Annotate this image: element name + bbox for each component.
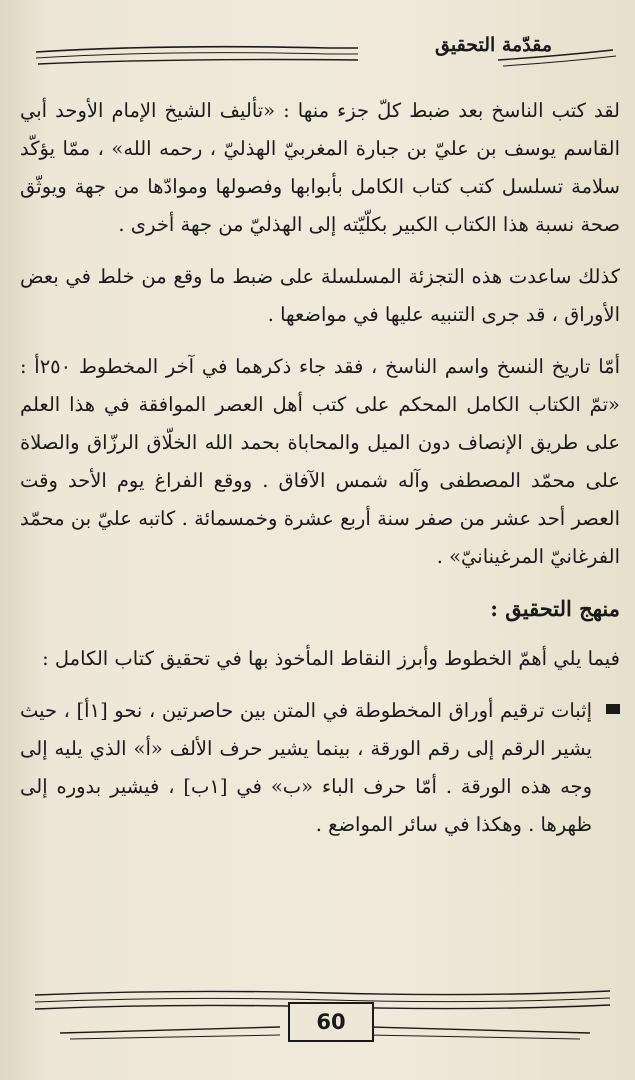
- section-intro: فيما يلي أهمّ الخطوط وأبرز النقاط المأخوذ بها في تحقيق كتاب الكامل :: [42, 647, 620, 670]
- section-heading: منهج التحقيق :: [490, 596, 620, 621]
- page-footer: [30, 985, 615, 1055]
- paragraph: أمّا تاريخ النسخ واسم الناسخ ، فقد جاء ذكرهما في آخر المخطوط ٢٥٠أ : «تمّ الكتاب الكامل المحكم على كتب أهل العصر الموافقة في هذا العلم على طريق الإنصاف دون الميل والمحاباة بحمد الله الخلّاق الرزّاق والصلاة على محمّد المصطفى وآله شمس الآفاق . ووقع الفراغ يوم الأحد وقت العصر أحد عشر من صفر سنة أربع عشرة وخمسمائة . كاتبه عليّ بن محمّد الفرغانيّ المرغينانيّ» .: [20, 355, 620, 568]
- header-title: مقدّمة التحقيق: [435, 34, 552, 56]
- list-item: [20, 692, 620, 844]
- paragraph: لقد كتب الناسخ بعد ضبط كلّ جزء منها : «تأليف الشيخ الإمام الأوحد أبي القاسم يوسف بن عليّ بن جبارة المغربيّ الهذليّ ، رحمه الله» ، ممّا يؤكّد سلامة تسلسل كتب كتاب الكامل بأبوابها وفصولها وموادّها من جهة ويوثّق صحة نسبة هذا الكتاب الكبير بكلّيّته إلى الهذليّ من جهة أخرى .: [20, 99, 620, 236]
- square-bullet-icon: [606, 704, 620, 714]
- running-header: [28, 34, 618, 74]
- page-number: 60: [288, 1002, 374, 1042]
- list-item-text: إثبات ترقيم أوراق المخطوطة في المتن بين حاصرتين ، نحو [١أ] ، حيث يشير الرقم إلى رقم الورقة ، بينما يشير حرف الألف «أ» الذي يليه إلى وجه هذه الورقة . أمّا حرف الباء «ب» في [١ب] ، فيشير بدوره إلى ظهرها . وهكذا في سائر المواضع .: [20, 699, 593, 836]
- page-body: [20, 92, 620, 844]
- paragraph: كذلك ساعدت هذه التجزئة المسلسلة على ضبط ما وقع من خلط في بعض الأوراق ، قد جرى التنبيه عليها في مواضعها .: [20, 265, 620, 326]
